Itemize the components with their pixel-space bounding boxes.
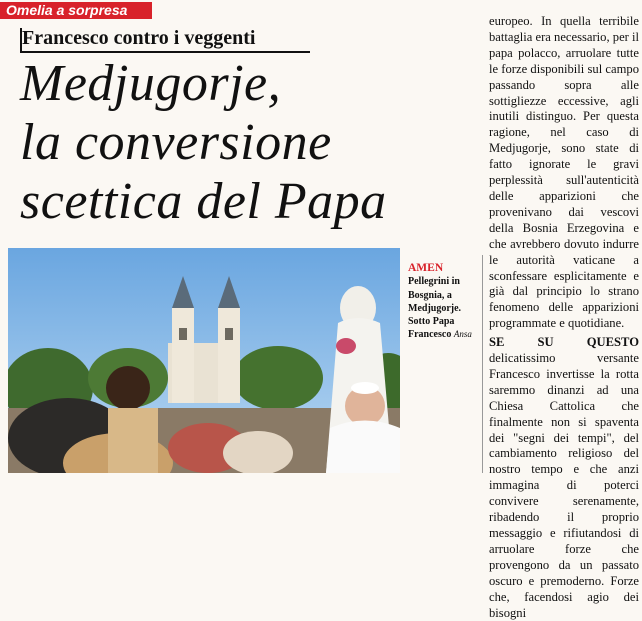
kicker: Francesco contro i veggenti (22, 27, 256, 49)
caption-credit: Ansa (453, 329, 472, 340)
photo-illustration (8, 248, 400, 473)
headline-line-2: la conversione (20, 114, 332, 171)
kicker-rule (20, 51, 310, 53)
section-tag (0, 2, 152, 19)
pilgrims-photo (8, 248, 400, 473)
headline-line-1: Medjugorje, (20, 55, 282, 112)
column-divider (482, 255, 483, 473)
section-tag-label: Omelia a sorpresa (6, 2, 128, 18)
headline-line-3: scettica del Papa (20, 173, 387, 230)
article-paragraph-2 (489, 335, 639, 621)
headline (20, 54, 440, 231)
article-column (489, 14, 639, 621)
caption-text: Pellegrini in Bosgnia, a Medjugorje. Sotto Papa Francesco (408, 276, 462, 341)
paragraph-2-text: delicatissimo versante Francesco invertisse la rotta saremmo dinanzi ad una Chiesa Cattolica che finalmente non si spaventa dei "segni dei tempi", del cambiamento religioso del nostro tempo e che anzi immagina di poterci convivere serenamente, ribadendo il proprio messaggio e rifiutandosi di arruolare forze che provengono da un passato oscuro e premoderno. Forze che, facendosi agio dei bisogni (489, 351, 639, 620)
article-paragraph-1: europeo. In quella terribile battaglia era necessario, per il papa polacco, arruolare tutte le forze disponibili sul campo passando sopra alle sottigliezze eccessive, agli inutili distinguo. Per questa ragione, nel caso di Medjugorje, sono state di fatto ignorate le gravi perplessità sull'autenticità delle apparizioni che provenivano dai vescovi della Bosnia Erzegovina e che avrebbero dovuto indurre le autorità vaticane a sconfessare esplicitamente e già dal principio lo strano fenomeno delle apparizioni programmate e quotidiane. (489, 14, 639, 331)
photo-caption (408, 262, 482, 342)
caption-label: AMEN (408, 262, 444, 274)
paragraph-lead: SE SU QUESTO (489, 335, 639, 350)
